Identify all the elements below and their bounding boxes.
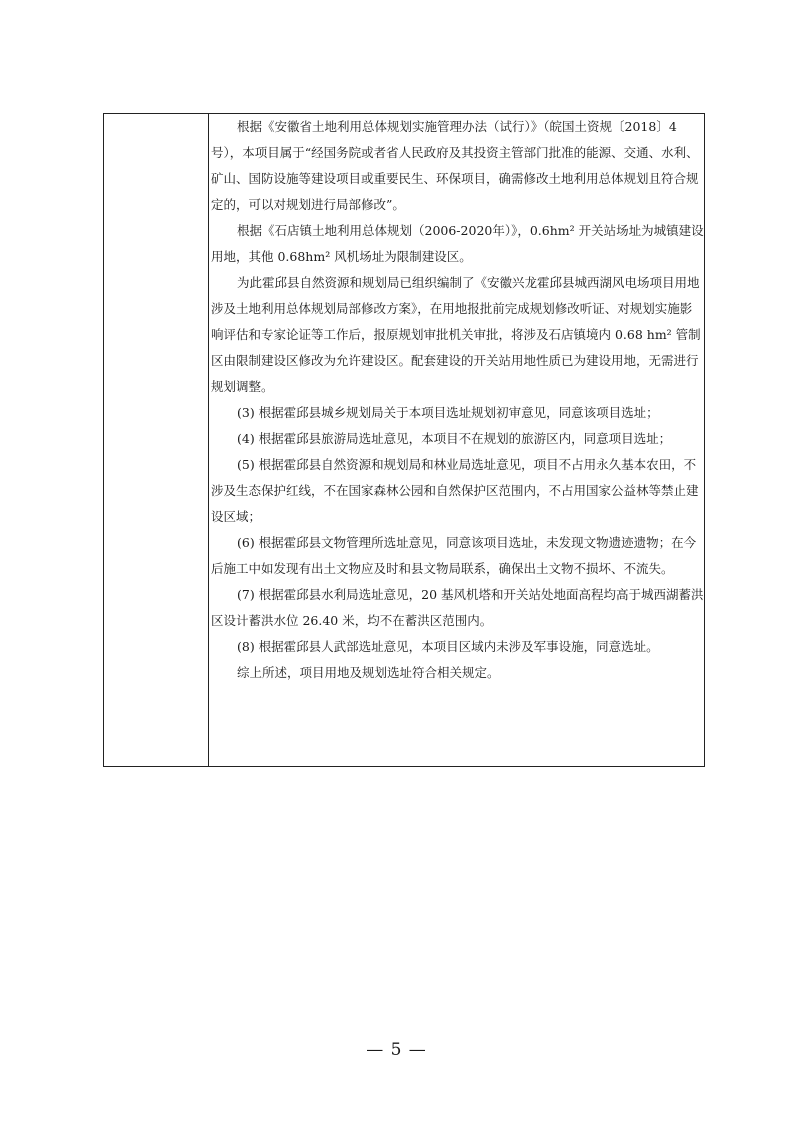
- page-number: — 5 —: [366, 1040, 427, 1060]
- document-table: [103, 113, 705, 767]
- paragraph-item-4: (4) 根据霍邱县旅游局选址意见，本项目不在规划的旅游区内，同意项目选址；: [237, 431, 672, 446]
- table-content-cell: [211, 114, 704, 686]
- paragraph-item-7: (7) 根据霍邱县水利局选址意见，20 基风机塔和开关站处地面高程均高于城西湖蓄洪区设计蓄洪水位 26.40 米，均不在蓄洪区范围内。: [211, 587, 704, 628]
- paragraph-conclusion: 综上所述，项目用地及规划选址符合相关规定。: [237, 665, 500, 680]
- paragraph-land-use-rules: 根据《安徽省土地利用总体规划实施管理办法（试行）》（皖国土资规〔2018〕4号），本项目属于“经国务院或者省人民政府及其投资主管部门批准的能源、交通、水利、矿山、国防设施等建设项目或重要民生、环保项目，确需修改土地利用总体规划且符合规定的，可以对规划进行局部修改”。: [211, 119, 699, 212]
- paragraph-town-plan: 根据《石店镇土地利用总体规划（2006-2020年）》，0.6hm² 开关站场址为城镇建设用地，其他 0.68hm² 风机场址为限制建设区。: [211, 223, 704, 264]
- paragraph-item-8: (8) 根据霍邱县人武部选址意见，本项目区域内未涉及军事设施，同意选址。: [237, 639, 659, 654]
- paragraph-item-5: (5) 根据霍邱县自然资源和规划局和林业局选址意见，项目不占用永久基本农田，不涉及生态保护红线，不在国家森林公园和自然保护区范围内，不占用国家公益林等禁止建设区域；: [211, 457, 699, 524]
- table-left-cell: [104, 114, 208, 766]
- paragraph-plan-revision: 为此霍邱县自然资源和规划局已组织编制了《安徽兴龙霍邱县城西湖风电场项目用地涉及土地利用总体规划局部修改方案》，在用地报批前完成规划修改听证、对规划实施影响评估和专家论证等工作后，报原规划审批机关审批，将涉及石店镇境内 0.68 hm² 管制区由限制建设区修改为允许建设区。配套建设的开关站用地性质已为建设用地，无需进行规划调整。: [211, 275, 701, 394]
- paragraph-item-6: (6) 根据霍邱县文物管理所选址意见，同意该项目选址，未发现文物遗迹遗物；在今后施工中如发现有出土文物应及时和县文物局联系，确保出土文物不损坏、不流失。: [211, 535, 697, 576]
- paragraph-item-3: (3) 根据霍邱县城乡规划局关于本项目选址规划初审意见，同意该项目选址；: [237, 405, 659, 420]
- table-column-divider: [208, 114, 209, 766]
